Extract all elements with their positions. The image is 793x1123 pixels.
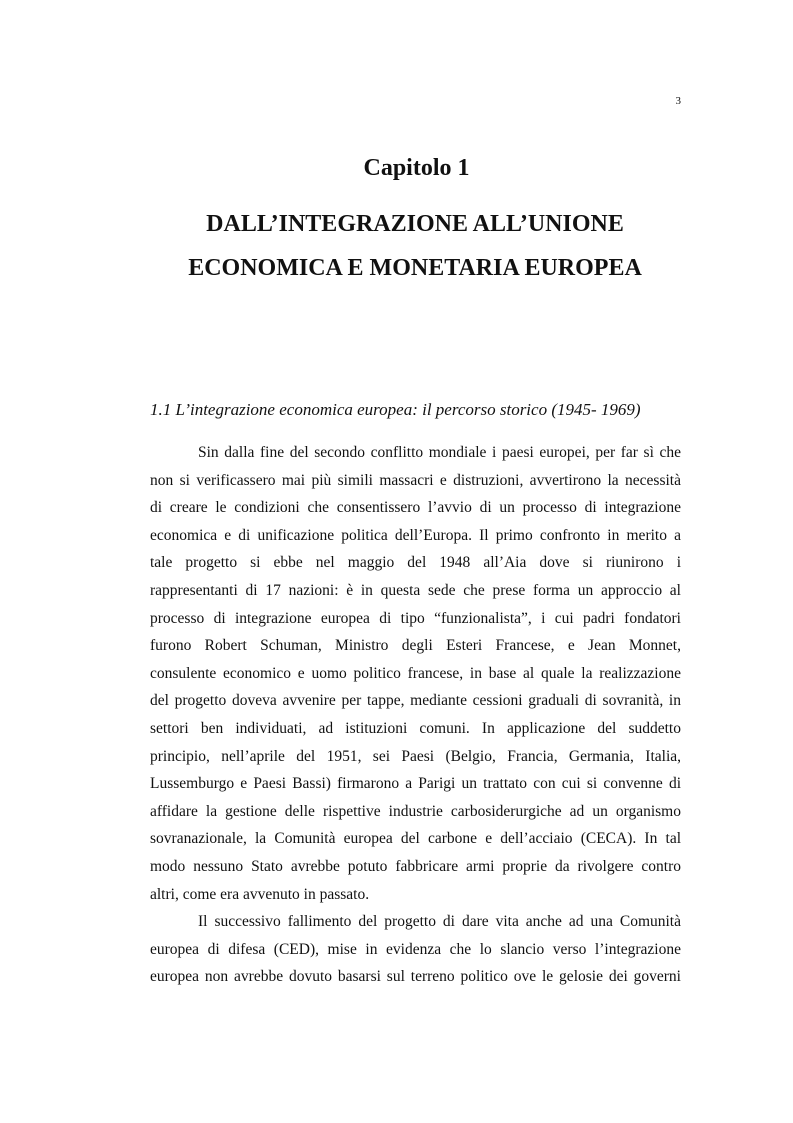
text-line: Sin dalla fine del secondo conflitto mondiale i paesi europei, per far sì che xyxy=(198,444,681,461)
text-line: altri, come era avvenuto in passato. xyxy=(150,885,370,903)
section-heading: 1.1 L’integrazione economica europea: il percorso storico (1945- 1969) xyxy=(150,400,641,419)
chapter-label: Capitolo 1 xyxy=(363,155,470,181)
chapter-title-line: DALL’INTEGRAZIONE ALL’UNIONE xyxy=(206,211,624,237)
text-line: del progetto doveva avvenire per tappe, mediante cessioni graduali di sovranità, in xyxy=(150,692,681,710)
text-line: affidare la gestione delle rispettive industrie carbosiderurgiche ad un organismo xyxy=(150,802,681,820)
text-line: modo nessuno Stato avrebbe potuto fabbricare armi proprie da rivolgere contro xyxy=(150,857,681,875)
text-line: settori ben individuati, ad istituzioni comuni. In applicazione del suddetto xyxy=(150,719,681,737)
text-line: di creare le condizioni che consentissero l’avvio di un processo di integrazione xyxy=(150,499,681,517)
page-number: 3 xyxy=(675,95,681,107)
text-line: Il successivo fallimento del progetto di dare vita anche ad una Comunità xyxy=(198,913,681,931)
text-line: rappresentanti di 17 nazioni: è in questa sede che prese forma un approccio al xyxy=(150,581,681,599)
text-line: furono Robert Schuman, Ministro degli Esteri Francese, e Jean Monnet, xyxy=(150,637,681,655)
text-line: europea di difesa (CED), mise in evidenza che lo slancio verso l’integrazione xyxy=(150,940,681,958)
text-line: non si verificassero mai più simili massacri e distruzioni, avvertirono la necessità xyxy=(150,471,681,489)
text-line: tale progetto si ebbe nel maggio del 1948 all’Aia dove si riunirono i xyxy=(150,554,681,572)
body-text xyxy=(150,439,681,991)
text-line: europea non avrebbe dovuto basarsi sul terreno politico ove le gelosie dei governi xyxy=(150,968,681,986)
chapter-title xyxy=(140,202,690,290)
text-line: consulente economico e uomo politico francese, in base al quale la realizzazione xyxy=(150,664,681,682)
text-line: processo di integrazione europea di tipo “funzionalista”, i cui padri fondatori xyxy=(150,609,681,627)
text-line: principio, nell’aprile del 1951, sei Paesi (Belgio, Francia, Germania, Italia, xyxy=(150,747,681,765)
text-line: Lussemburgo e Paesi Bassi) firmarono a Parigi un trattato con cui si convenne di xyxy=(150,775,681,793)
chapter-title-line: ECONOMICA E MONETARIA EUROPEA xyxy=(188,255,642,281)
text-line: sovranazionale, la Comunità europea del carbone e dell’acciaio (CECA). In tal xyxy=(150,830,681,848)
text-line: economica e di unificazione politica dell’Europa. Il primo confronto in merito a xyxy=(150,526,681,544)
